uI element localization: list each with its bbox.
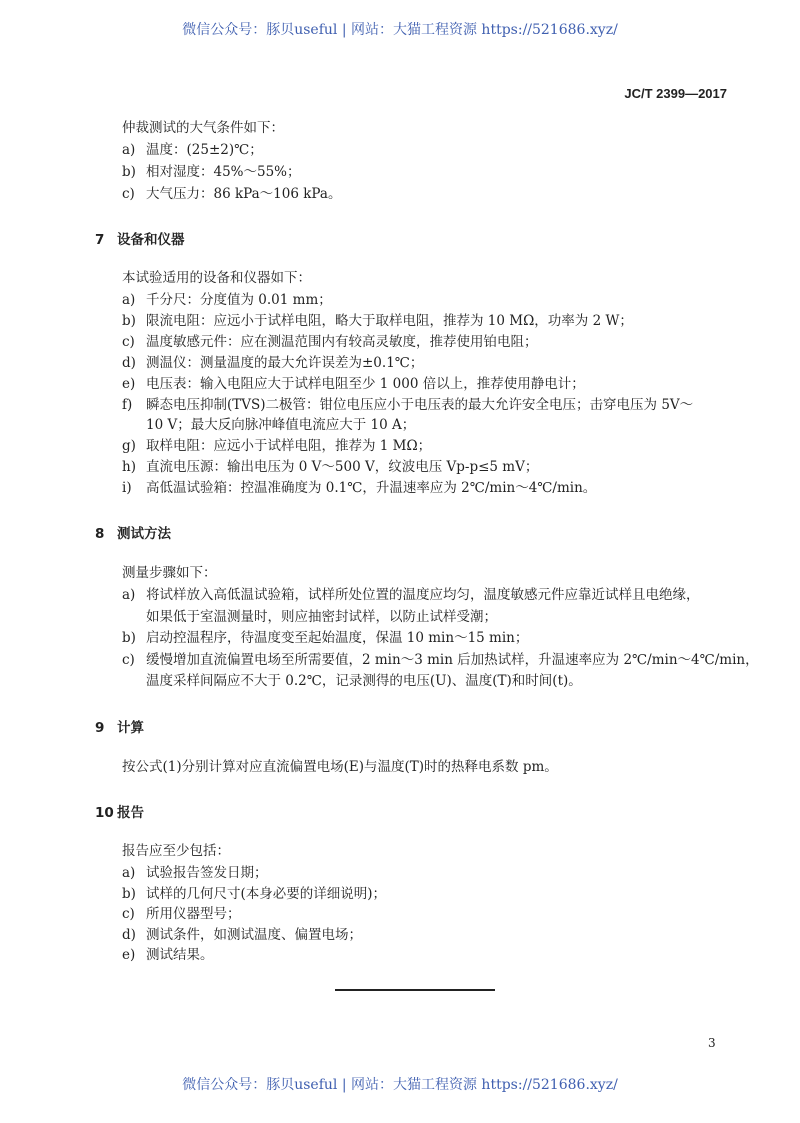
list-item-text: 测试结果。 <box>146 947 214 963</box>
standard-code: JC/T 2399—2017 <box>624 86 727 101</box>
list-item-label: h) <box>122 459 136 476</box>
list-item-label: a) <box>122 142 136 158</box>
list-item-text: 取样电阻：应远小于试样电阻，推荐为 1 MΩ； <box>146 438 432 455</box>
list-item-label: f) <box>122 396 133 413</box>
section-heading-8 <box>95 522 171 542</box>
list-item-text: 将试样放入高低温试验箱，试样所处位置的温度应均匀，温度敏感元件应靠近试样且电绝缘， <box>146 587 700 603</box>
paragraph: 测量步骤如下： <box>122 565 217 581</box>
list-item-label: d) <box>122 354 136 371</box>
list-item-continuation: 温度采样间隔应不大于 0.2℃，记录测得的电压(U)、温度(T)和时间(t)。 <box>146 673 582 690</box>
list-item-label: d) <box>122 926 136 943</box>
section-number: 7 <box>95 232 105 248</box>
list-item-text: 试样的几何尺寸(本身必要的详细说明)； <box>146 885 387 902</box>
list-item-text: 启动控温程序，待温度变至起始温度，保温 10 min～15 min； <box>146 630 529 647</box>
list-item-text: 温度：(25±2)℃； <box>146 142 263 158</box>
list-item-text: 电压表：输入电阻应大于试样电阻至少 1 000 倍以上，推荐使用静电计； <box>146 375 585 392</box>
paragraph: 本试验适用的设备和仪器如下： <box>122 270 311 286</box>
list-item-label: e) <box>122 375 136 392</box>
section-heading-9 <box>95 716 144 736</box>
list-item-text: 试验报告签发日期； <box>146 865 268 881</box>
list-item-label: c) <box>122 333 135 350</box>
list-item-label: b) <box>122 885 136 902</box>
list-item-text: 温度敏感元件：应在测温范围内有较高灵敏度，推荐使用铂电阻； <box>146 333 538 350</box>
list-item-label: c) <box>122 651 135 668</box>
paragraph: 报告应至少包括： <box>122 843 230 859</box>
list-item-label: g) <box>122 438 136 455</box>
list-item-text: 大气压力：86 kPa～106 kPa。 <box>146 186 342 202</box>
list-item-continuation: 如果低于室温测量时，则应抽密封试样，以防止试样受潮； <box>146 608 497 625</box>
paragraph: 按公式(1)分别计算对应直流偏置电场(E)与温度(T)时的热释电系数 pm。 <box>122 759 558 775</box>
list-item-text: 限流电阻：应远小于试样电阻，略大于取样电阻，推荐为 10 MΩ，功率为 2 W； <box>146 312 633 329</box>
list-item-text: 测温仪：测量温度的最大允许误差为±0.1℃； <box>146 354 424 371</box>
list-item-label: a) <box>122 865 136 881</box>
footer-watermark: 微信公众号：豚贝useful | 网站：大猫工程资源 https://521686.xyz/ <box>182 1077 618 1093</box>
list-item-label: c) <box>122 186 135 202</box>
list-item-text: 所用仪器型号； <box>146 906 241 922</box>
list-item-text: 瞬态电压抑制(TVS)二极管：钳位电压应小于电压表的最大允许安全电压；击穿电压为 5V～ <box>146 396 694 413</box>
header-watermark: 微信公众号：豚贝useful | 网站：大猫工程资源 https://521686.xyz/ <box>182 22 618 38</box>
list-item-label: e) <box>122 947 136 963</box>
paragraph: 仲裁测试的大气条件如下： <box>122 120 284 136</box>
list-item-text: 高低温试验箱：控温准确度为 0.1℃，升温速率应为 2℃/min～4℃/min。 <box>146 480 597 497</box>
page-number: 3 <box>708 1036 716 1050</box>
section-title: 计算 <box>117 720 144 736</box>
section-title: 报告 <box>117 805 144 821</box>
section-number: 10 <box>95 805 114 821</box>
section-title: 设备和仪器 <box>117 232 185 248</box>
end-rule <box>335 989 495 991</box>
section-number: 8 <box>95 526 105 542</box>
section-title: 测试方法 <box>117 526 171 542</box>
list-item-label: b) <box>122 630 136 647</box>
section-heading-10 <box>95 801 144 821</box>
list-item-label: b) <box>122 312 136 329</box>
list-item-text: 相对湿度：45%～55%； <box>146 164 301 180</box>
list-item-label: a) <box>122 292 136 308</box>
list-item-label: b) <box>122 164 136 180</box>
section-number: 9 <box>95 720 105 736</box>
section-heading-7 <box>95 228 185 248</box>
list-item-continuation: 10 V；最大反向脉冲峰值电流应大于 10 A； <box>146 417 416 434</box>
list-item-text: 千分尺：分度值为 0.01 mm； <box>146 292 332 308</box>
list-item-label: a) <box>122 587 136 603</box>
list-item-text: 测试条件，如测试温度、偏置电场； <box>146 926 362 943</box>
list-item-label: c) <box>122 906 135 922</box>
list-item-label: i) <box>122 480 132 497</box>
list-item-text: 缓慢增加直流偏置电场至所需要值，2 min～3 min 后加热试样，升温速率应为 2℃/min～4℃/min， <box>146 651 759 668</box>
list-item-text: 直流电压源：输出电压为 0 V～500 V，纹波电压 Vp-p≤5 mV； <box>146 459 539 476</box>
